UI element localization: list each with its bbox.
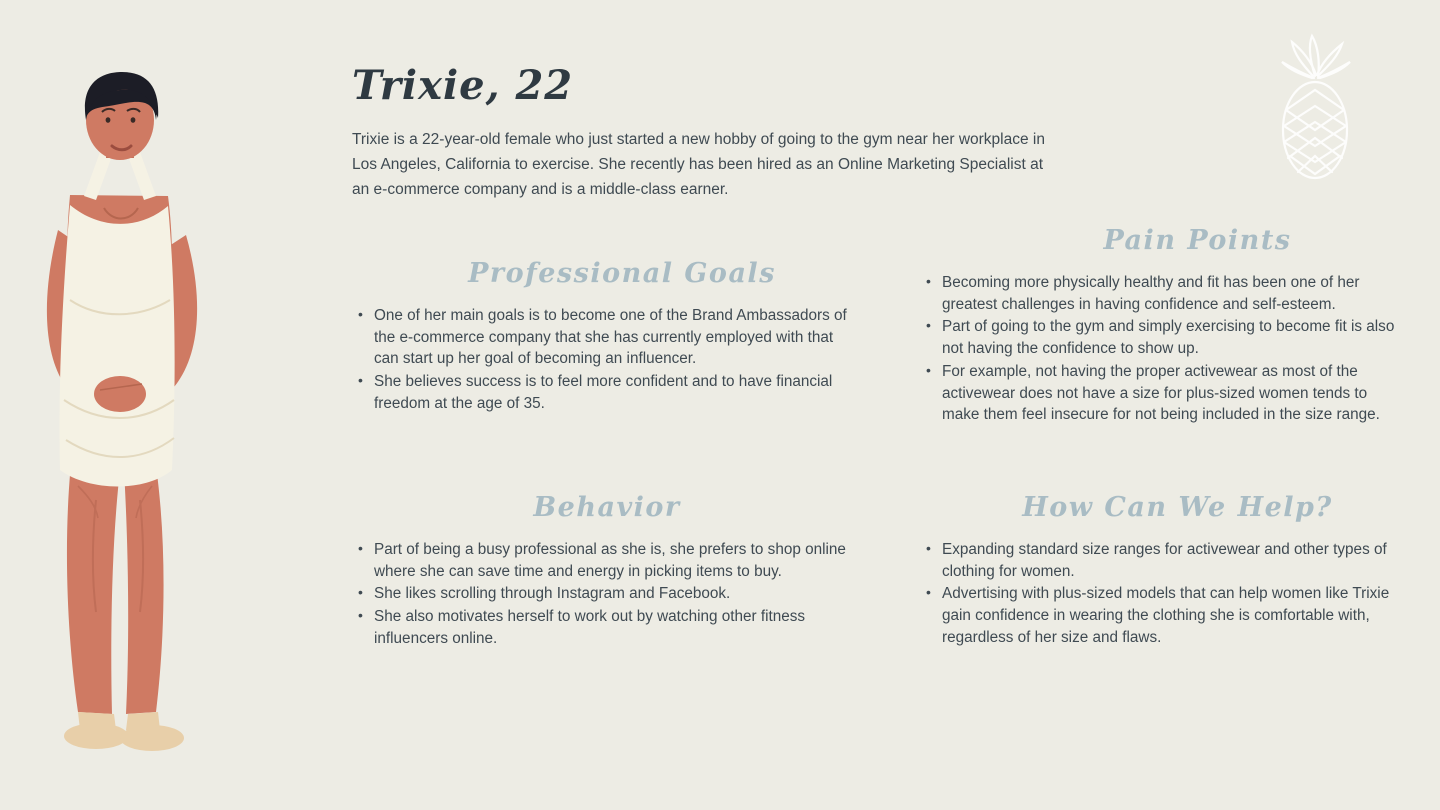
section-how-can-we-help: [920, 492, 1395, 650]
plus-sized-woman-illustration: [0, 0, 330, 810]
persona-description: Trixie is a 22-year-old female who just started a new hobby of going to the gym near her workplace in Los Angeles, California to exercise. She recently has been hired as an Online Marketing Specialist at an e-commerce company and is a middle-class earner.: [352, 131, 1045, 199]
page-title: Trixie, 22: [352, 62, 574, 109]
section-professional-goals: [352, 258, 852, 416]
list-item: • She likes scrolling through Instagram and Facebook.: [352, 583, 852, 605]
persona-header: [352, 62, 1072, 202]
list-item: • Expanding standard size ranges for activewear and other types of clothing for women.: [920, 539, 1395, 582]
list-item: • She believes success is to feel more confident and to have financial freedom at the age of 35.: [352, 371, 852, 414]
section-heading-pain-points: Pain Points: [1103, 225, 1292, 256]
list-item: • Part of going to the gym and simply exercising to become fit is also not having the confidence to show up.: [920, 316, 1395, 359]
section-behavior: [352, 492, 852, 651]
pineapple-watermark: [1250, 30, 1380, 180]
bullet-list-professional-goals: [352, 305, 852, 415]
list-item: • One of her main goals is to become one of the Brand Ambassadors of the e-commerce company that she has currently employed with that can start up her goal of becoming an influencer.: [352, 305, 852, 370]
bullet-list-pain-points: [920, 272, 1395, 426]
bullet-list-how-can-we-help: [920, 539, 1395, 649]
section-heading-how-can-we-help: How Can We Help?: [1022, 492, 1333, 523]
list-item: • For example, not having the proper activewear as most of the activewear does not have a size for plus-sized women tends to make them feel insecure for not being included in the size range.: [920, 361, 1395, 426]
section-heading-professional-goals: Professional Goals: [468, 258, 776, 289]
bullet-list-behavior: [352, 539, 852, 650]
section-heading-behavior: Behavior: [533, 492, 681, 523]
list-item: • She also motivates herself to work out by watching other fitness influencers online.: [352, 606, 852, 649]
list-item: • Advertising with plus-sized models that can help women like Trixie gain confidence in wearing the clothing she is comfortable with, regardless of her size and flaws.: [920, 583, 1395, 648]
section-pain-points: [920, 225, 1395, 427]
list-item: • Part of being a busy professional as she is, she prefers to shop online where she can save time and energy in picking items to buy.: [352, 539, 852, 582]
list-item: • Becoming more physically healthy and fit has been one of her greatest challenges in having confidence and self-esteem.: [920, 272, 1395, 315]
